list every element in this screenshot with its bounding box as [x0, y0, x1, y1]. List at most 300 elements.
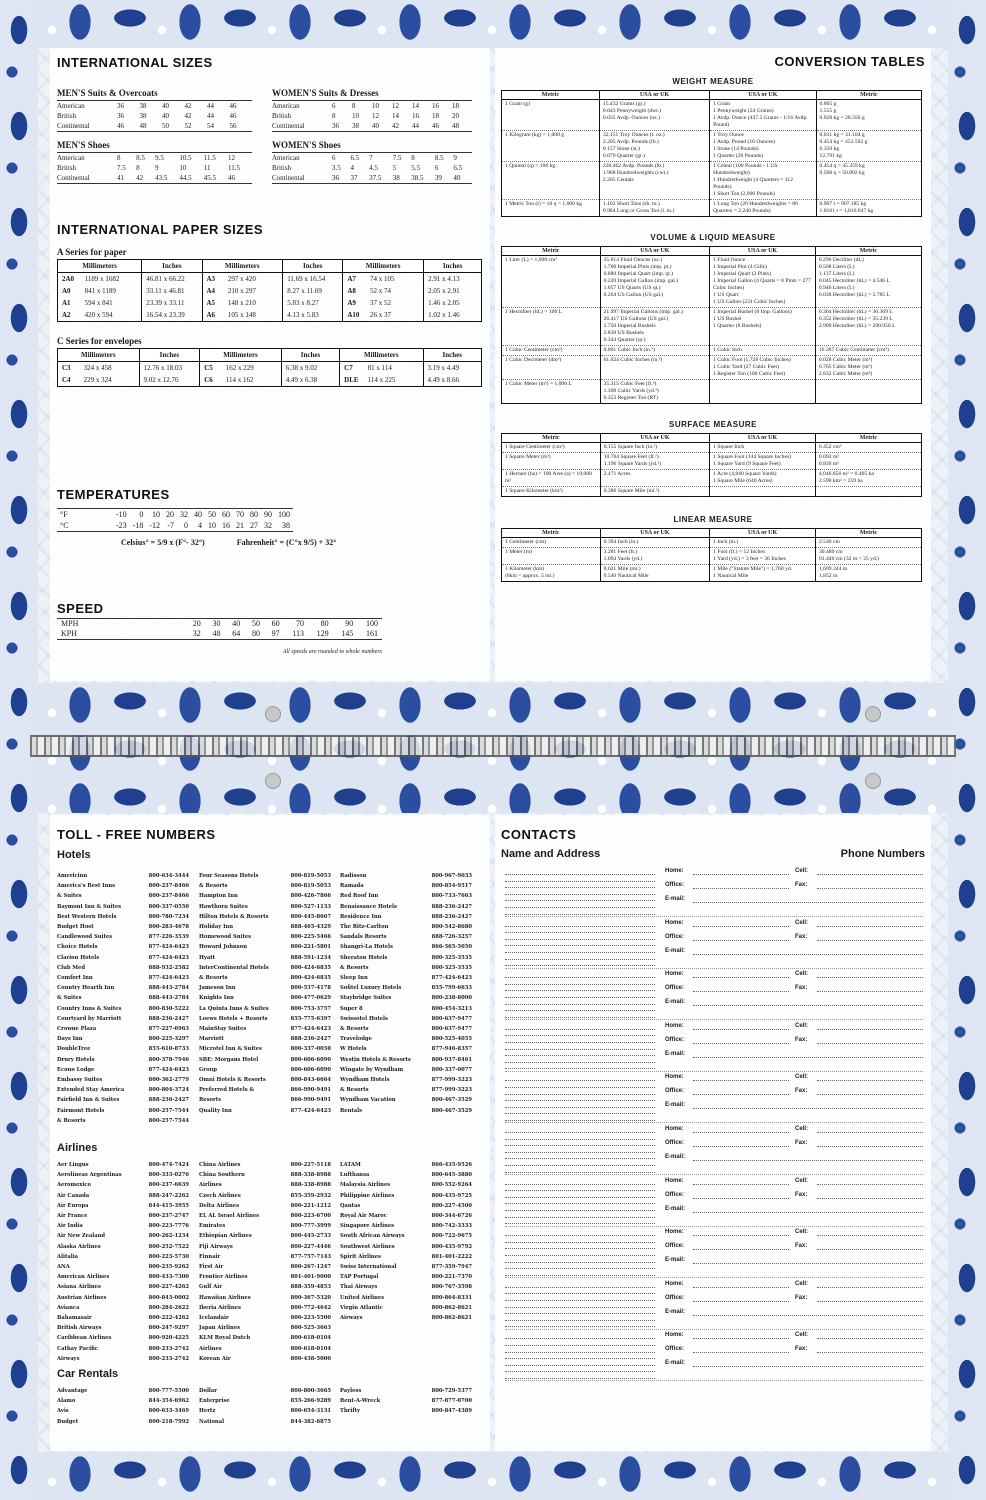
contact-label: Home:: [665, 1022, 684, 1029]
airline-phone: 800-227-4500: [431, 1202, 472, 1209]
email-line[interactable]: [693, 1102, 923, 1109]
paper-inches: 33.11 x 46.81: [142, 285, 202, 297]
hotel-phone: 877-226-3539: [148, 934, 189, 941]
contact-label: E-mail:: [665, 1308, 686, 1315]
temp-value: 0: [184, 521, 189, 530]
car-rental-name: Budget: [57, 1418, 79, 1425]
email-line[interactable]: [693, 948, 923, 955]
hotel-phone: 877-424-6423: [431, 975, 472, 982]
airline-entry: [57, 1221, 189, 1231]
hotel-phone: 855-775-6397: [290, 1015, 331, 1022]
paper-header: Millimeters: [340, 349, 423, 362]
size-value: 18: [432, 112, 439, 120]
speed-unit: MPH: [61, 619, 79, 628]
fax-line[interactable]: [817, 1192, 923, 1199]
temp-value: 21: [236, 521, 245, 530]
fax-line[interactable]: [817, 934, 923, 941]
airline-entry: [57, 1272, 189, 1282]
airline-name: Airlines: [199, 1182, 222, 1189]
fax-line[interactable]: [817, 1037, 923, 1044]
office-line[interactable]: [693, 1243, 789, 1250]
conversion-cell: 30.480 cm 91.440 cm (32 m = 35 yd.): [815, 548, 921, 565]
hotel-name: & Resorts: [199, 975, 228, 982]
hotel-phone: 800-804-3724: [148, 1087, 189, 1094]
car-rental-entry: [199, 1396, 331, 1406]
conversion-cell: 1 Cubic Decimeter (dm³): [502, 356, 601, 380]
airline-phone: 801-401-9000: [290, 1274, 331, 1281]
address-line[interactable]: [505, 1114, 655, 1121]
contact-label: Cell:: [795, 868, 809, 874]
paper-mm: 114 x 225: [364, 374, 423, 387]
temp-value: 40: [194, 510, 203, 519]
conversion-cell: 0.061 Cubic Inch (in.³): [600, 346, 709, 356]
size-row-label: Continental: [57, 174, 90, 182]
airline-phone: 800-262-1234: [148, 1233, 189, 1240]
size-value: 5: [392, 164, 397, 172]
hotel-entry: [340, 1065, 472, 1075]
hotel-phone: 800-283-4678: [148, 924, 189, 931]
paper-code: A9: [343, 297, 366, 309]
binder-hole: [265, 773, 281, 789]
phone-numbers-header: Phone Numbers: [840, 848, 925, 860]
fax-line[interactable]: [817, 985, 923, 992]
size-row: [57, 163, 252, 173]
airline-entry: [340, 1231, 472, 1241]
hotel-phone: 800-967-9033: [431, 873, 472, 879]
airline-name: Royal Air Maroc: [340, 1213, 387, 1220]
size-value: 44: [207, 102, 214, 110]
cell-line[interactable]: [817, 868, 923, 875]
hotel-entry: [57, 963, 189, 973]
email-line[interactable]: [693, 1257, 923, 1264]
size-block-title: MEN'S Suits & Overcoats: [57, 88, 158, 98]
contact-label: E-mail:: [665, 896, 686, 902]
paper-code: A7: [343, 273, 366, 286]
conversion-cell: 1 Cubic Foot (1,728 Cubic Inches) 1 Cubic Yard (27 Cubic Feet) 1 Register Ton (100 Cubic Feet): [710, 356, 816, 380]
hotel-name: & Resorts: [199, 883, 228, 890]
airline-phone: 800-222-4262: [148, 1315, 189, 1322]
conversion-header-row: [502, 91, 922, 100]
hotel-name: & Resorts: [57, 1117, 86, 1124]
conversion-cell: 21.997 Imperial Gallons (imp. gal.) 26.417 US Gallons (US gal.) 2.750 Imperial Bushels 2.838 US Bushels 0.344 Quarter (qr.): [600, 308, 709, 346]
cell-line[interactable]: [817, 1229, 923, 1236]
hotel-phone: 800-634-3444: [148, 873, 189, 879]
airline-name: Southwest Airlines: [340, 1243, 395, 1250]
a-series-table: [57, 259, 482, 322]
conversion-row: [502, 100, 922, 131]
address-line[interactable]: [505, 1217, 655, 1224]
contact-divider: [505, 968, 923, 969]
office-line[interactable]: [693, 882, 789, 889]
hotel-name: Sleep Inn: [340, 975, 368, 982]
conversion-row: [502, 380, 922, 404]
cell-line[interactable]: [817, 1178, 923, 1185]
hotel-entry: [57, 902, 189, 912]
airline-phone: 800-223-6700: [290, 1213, 331, 1220]
size-row: [57, 111, 252, 121]
car-rental-phone: 800-654-3131: [290, 1408, 331, 1415]
a-series-title: A Series for paper: [57, 247, 127, 257]
home-line[interactable]: [693, 1229, 789, 1236]
size-row: [57, 121, 252, 132]
binder-ring: [30, 735, 956, 757]
size-row: [272, 111, 472, 121]
airline-name: Aerolineas Argentinas: [57, 1172, 122, 1179]
office-line[interactable]: [693, 1295, 789, 1302]
size-row: [272, 121, 472, 132]
paper-row: [58, 374, 482, 387]
hotel-entry: [199, 922, 331, 932]
speed-value: 97: [271, 629, 280, 638]
email-line[interactable]: [693, 1360, 923, 1367]
conversion-header: Metric: [815, 529, 921, 538]
fax-line[interactable]: [817, 1140, 923, 1147]
hotel-phone: 800-225-5466: [290, 934, 331, 941]
home-line[interactable]: [693, 920, 789, 927]
address-line[interactable]: [505, 908, 655, 915]
airline-phone: 800-435-9725: [431, 1192, 472, 1199]
temp-value: -18: [132, 521, 144, 530]
paper-code: C3: [58, 362, 80, 375]
hotel-entry: [199, 912, 331, 922]
paper-mm: 210 x 297: [224, 285, 283, 297]
conversion-header: Metric: [502, 434, 601, 443]
conversion-header-row: [502, 247, 922, 256]
conversion-row: [502, 565, 922, 582]
airline-entry: [57, 1313, 189, 1323]
speed-value: 64: [232, 629, 241, 638]
temp-value: 90: [264, 510, 273, 519]
fax-line[interactable]: [817, 1088, 923, 1095]
hotel-name: Courtyard by Marriott: [57, 1015, 122, 1022]
airline-entry: [57, 1344, 189, 1354]
conversion-header: Metric: [502, 529, 601, 538]
temp-value: -7: [167, 521, 175, 530]
paper-header: Millimeters: [200, 349, 282, 362]
office-line[interactable]: [693, 934, 789, 941]
contact-label: Home:: [665, 1126, 684, 1132]
conversion-header-row: [502, 529, 922, 538]
size-value: 11: [203, 164, 211, 172]
size-value: 10: [372, 102, 379, 110]
contact-divider: [505, 1277, 923, 1278]
home-line[interactable]: [693, 971, 789, 978]
email-line[interactable]: [693, 999, 923, 1006]
temp-value: 27: [250, 521, 259, 530]
hotel-entry: [199, 953, 331, 963]
office-line[interactable]: [693, 1346, 789, 1353]
email-line[interactable]: [693, 1051, 923, 1058]
contact-label: Office:: [665, 985, 685, 992]
airline-entry: [57, 1262, 189, 1272]
airline-name: Air Europa: [57, 1202, 89, 1209]
airline-entry: [57, 1180, 189, 1190]
speed-table: [57, 618, 382, 640]
contact-card: [505, 1023, 923, 1075]
hotel-phone: 877-946-8357: [431, 1046, 472, 1053]
hotel-phone: 888-443-2784: [148, 985, 189, 992]
size-block-title: WOMEN'S Suits & Dresses: [272, 88, 379, 98]
contact-card: [505, 1229, 923, 1281]
paper-code: A8: [343, 285, 366, 297]
airline-name: Asiana Airlines: [57, 1284, 101, 1291]
airline-name: Czech Airlines: [199, 1192, 241, 1199]
hotel-entry: [57, 922, 189, 932]
address-line[interactable]: [505, 959, 655, 966]
conversion-linear-table: [501, 528, 922, 582]
fax-line[interactable]: [817, 1346, 923, 1353]
car-rentals-title: Car Rentals: [57, 1368, 119, 1380]
airline-name: China Airlines: [199, 1162, 241, 1168]
paper-inches: 2.05 x 2.91: [424, 285, 482, 297]
car-rental-name: Alamo: [57, 1398, 76, 1405]
contact-card: [505, 1126, 923, 1178]
hotel-entry: [340, 993, 472, 1003]
temp-value: 10: [208, 521, 217, 530]
cell-line[interactable]: [817, 1332, 923, 1339]
hotel-phone: 866-990-9491: [290, 1087, 331, 1094]
speed-value: 70: [295, 619, 304, 628]
home-line[interactable]: [693, 1126, 789, 1133]
address-line[interactable]: [505, 1320, 655, 1327]
temp-value: 10: [152, 510, 161, 519]
hotel-name: Best Western Hotels: [57, 913, 117, 920]
conversion-row: [502, 470, 922, 487]
contact-label: Office:: [665, 1243, 685, 1250]
c-series-title: C Series for envelopes: [57, 336, 142, 346]
hotel-name: Four Seasons Hotels: [199, 873, 259, 879]
paper-row: [58, 362, 482, 375]
airline-phone: 800-920-4225: [148, 1335, 189, 1342]
hotel-column: [57, 871, 189, 1126]
hotel-phone: 866-565-5050: [431, 944, 472, 951]
hotel-entry: [199, 1004, 331, 1014]
office-line[interactable]: [693, 1192, 789, 1199]
hotel-entry: [199, 983, 331, 993]
airline-entry: [199, 1323, 331, 1333]
hotel-phone: 877-999-3223: [431, 1077, 472, 1084]
email-line[interactable]: [693, 896, 923, 903]
car-rental-name: Thrifty: [340, 1408, 360, 1415]
airline-phone: 800-223-7776: [148, 1223, 189, 1230]
address-line[interactable]: [505, 1011, 655, 1018]
size-value: 42: [184, 102, 192, 110]
office-line[interactable]: [693, 1037, 789, 1044]
hotel-entry: [199, 942, 331, 952]
airline-phone: 800-252-7522: [148, 1243, 189, 1250]
hotel-phone: 800-830-5222: [148, 1005, 189, 1012]
cell-line[interactable]: [817, 1074, 923, 1081]
hotel-entry: [57, 983, 189, 993]
hotel-name: & Resorts: [340, 964, 369, 971]
hotel-phone: 877-424-6423: [148, 954, 189, 961]
airline-entry: [199, 1333, 331, 1343]
hotel-name: Residence Inn: [340, 913, 382, 920]
airline-entry: [57, 1303, 189, 1313]
car-rental-phone: 844-354-6962: [148, 1398, 189, 1405]
office-line[interactable]: [693, 1088, 789, 1095]
cell-line[interactable]: [817, 971, 923, 978]
fax-line[interactable]: [817, 1295, 923, 1302]
hotel-entry: [57, 1106, 189, 1116]
airline-phone: 800-333-0276: [148, 1172, 189, 1179]
paper-inches: 1.46 x 2.05: [424, 297, 482, 309]
paper-header: Millimeters: [202, 260, 283, 273]
fax-line[interactable]: [817, 1243, 923, 1250]
contact-label: Cell:: [795, 919, 809, 926]
size-table: [272, 152, 472, 184]
home-line[interactable]: [693, 1023, 789, 1030]
airline-name: Malaysia Airlines: [340, 1182, 391, 1189]
hotel-entry: [199, 902, 331, 912]
hotel-name: Howard Johnson: [199, 944, 247, 951]
size-row: [272, 153, 472, 164]
conversion-cell: 1 Quintal (q) = 100 kg: [502, 162, 600, 200]
airline-name: Austrian Airlines: [57, 1294, 107, 1301]
hotel-phone: 888-726-3257: [431, 934, 472, 941]
paper-mm: 52 x 74: [366, 285, 424, 297]
tollfree-title: TOLL - FREE NUMBERS: [57, 827, 216, 842]
home-line[interactable]: [693, 868, 789, 875]
hotel-phone: 877-227-6963: [148, 1026, 189, 1033]
email-line[interactable]: [693, 1206, 923, 1213]
conversion-cell: 1 Centimeter (cm): [502, 538, 601, 548]
conversion-row: [502, 487, 922, 497]
home-line[interactable]: [693, 1178, 789, 1185]
speed-value: 90: [345, 619, 354, 628]
hotel-entry: [57, 1014, 189, 1024]
conversion-row: [502, 308, 922, 346]
office-line[interactable]: [693, 985, 789, 992]
paper-mm: 420 x 594: [81, 309, 142, 322]
paper-header: Inches: [142, 260, 202, 273]
conversion-header: Metric: [502, 247, 601, 256]
hotel-name: Country Inns & Suites: [57, 1005, 122, 1012]
temp-value: 32: [180, 510, 189, 519]
home-line[interactable]: [693, 1074, 789, 1081]
speed-row: [57, 619, 382, 630]
conversion-cell: 1 Kilometer (km) (8km = approx. 5 mi.): [502, 565, 601, 582]
hotel-name: Fairfield Inn & Suites: [57, 1097, 120, 1104]
airline-entry: [57, 1191, 189, 1201]
hotel-entry: [57, 912, 189, 922]
airline-entry: [199, 1191, 331, 1201]
size-row-label: American: [272, 154, 300, 162]
airline-name: Icelandair: [199, 1315, 229, 1322]
office-line[interactable]: [693, 1140, 789, 1147]
address-line[interactable]: [505, 1372, 655, 1379]
cell-line[interactable]: [817, 1281, 923, 1288]
hotel-phone: 800-780-7234: [148, 913, 189, 920]
size-value: 38.5: [411, 174, 424, 182]
conversion-cell: 2.540 cm: [815, 538, 921, 548]
airline-phone: 800-247-9297: [148, 1325, 189, 1332]
conversion-cell: 1 Square Kilometer (km²): [502, 487, 601, 497]
address-line[interactable]: [505, 1166, 655, 1173]
paper-inches: 9.02 x 12.76: [139, 374, 200, 387]
conversion-row: [502, 538, 922, 548]
contact-label: Fax:: [795, 1346, 808, 1353]
cell-line[interactable]: [817, 920, 923, 927]
speed-value: 145: [341, 629, 354, 638]
size-value: 54: [207, 122, 214, 130]
airline-phone: 800-767-3598: [431, 1284, 472, 1291]
size-value: 46: [228, 174, 236, 182]
hotel-entry: [340, 973, 472, 983]
email-line[interactable]: [693, 1154, 923, 1161]
hotel-name: Budget Host: [57, 924, 94, 931]
car-rental-phone: 844-382-6875: [290, 1418, 331, 1425]
airline-phone: 800-618-0104: [290, 1335, 331, 1342]
contact-label: Fax:: [795, 1036, 808, 1043]
size-value: 52: [184, 122, 192, 130]
conversion-header: USA or UK: [600, 529, 710, 538]
airline-name: Hawaiian Airlines: [199, 1294, 251, 1301]
paper-mm: 594 x 841: [81, 297, 142, 309]
hotel-phone: 800-454-3213: [431, 1005, 472, 1012]
home-line[interactable]: [693, 1332, 789, 1339]
hotel-phone: 855-799-6633: [431, 985, 472, 992]
hotel-name: Fairmont Hotels: [57, 1107, 105, 1114]
airline-phone: 800-843-0002: [148, 1294, 189, 1301]
size-value: 10.5: [179, 154, 192, 162]
temp-value: -12: [149, 521, 161, 530]
size-value: 45.5: [203, 174, 216, 182]
conversion-weight-title: WEIGHT MEASURE: [672, 77, 754, 86]
car-rental-name: Advantage: [57, 1388, 88, 1394]
paper-mm: 105 x 148: [224, 309, 283, 322]
conversion-header: USA or UK: [710, 91, 816, 100]
airline-entry: [199, 1252, 331, 1262]
conversion-cell: 1 Acre (4,840 Square Yards) 1 Square Mile (640 Acres): [710, 470, 816, 487]
paper-code: A1: [58, 297, 81, 309]
conversion-volume-table: [501, 246, 922, 404]
paper-header: Inches: [281, 349, 339, 362]
paper-inches: 1.02 x 1.46: [424, 309, 482, 322]
paper-inches: 5.83 x 8.27: [283, 297, 343, 309]
paisley-border-bottom: [0, 1452, 986, 1500]
hotel-name: Homewood Suites: [199, 934, 252, 941]
address-line[interactable]: [505, 1269, 655, 1276]
speed-section: [57, 601, 387, 655]
hotel-phone: 800-238-8000: [431, 995, 472, 1002]
airline-entry: [199, 1282, 331, 1292]
airline-name: Air New Zealand: [57, 1233, 106, 1240]
home-line[interactable]: [693, 1281, 789, 1288]
cell-line[interactable]: [817, 1023, 923, 1030]
conversion-header: USA or UK: [600, 434, 709, 443]
fax-line[interactable]: [817, 882, 923, 889]
temp-value: 20: [166, 510, 175, 519]
contact-card: [505, 920, 923, 972]
conversion-cell: 2.471 Acres: [600, 470, 709, 487]
conversion-cell: 16.387 Cubic Centimeter (cm³): [815, 346, 921, 356]
size-value: 46: [432, 122, 439, 130]
hotel-phone: 800-854-9517: [431, 883, 472, 890]
airline-name: Virgin Atlantic: [340, 1304, 383, 1311]
conversion-cell: 1 Foot (ft.) = 12 Inches 1 Yard (yd.) = 3 feet = 36 Inches: [710, 548, 816, 565]
address-line[interactable]: [505, 1062, 655, 1069]
hotel-entry: [340, 1014, 472, 1024]
size-value: 7.5: [117, 164, 126, 172]
email-line[interactable]: [693, 1309, 923, 1316]
conversion-cell: 1 Hectare (ha) = 100 Ares (a) = 10,000 m²: [502, 470, 601, 487]
hotel-name: MainStay Suites: [199, 1026, 247, 1033]
contact-label: Home:: [665, 1074, 684, 1081]
size-value: 46: [229, 112, 237, 120]
cell-line[interactable]: [817, 1126, 923, 1133]
paper-inches: 4.13 x 5.83: [283, 309, 343, 322]
